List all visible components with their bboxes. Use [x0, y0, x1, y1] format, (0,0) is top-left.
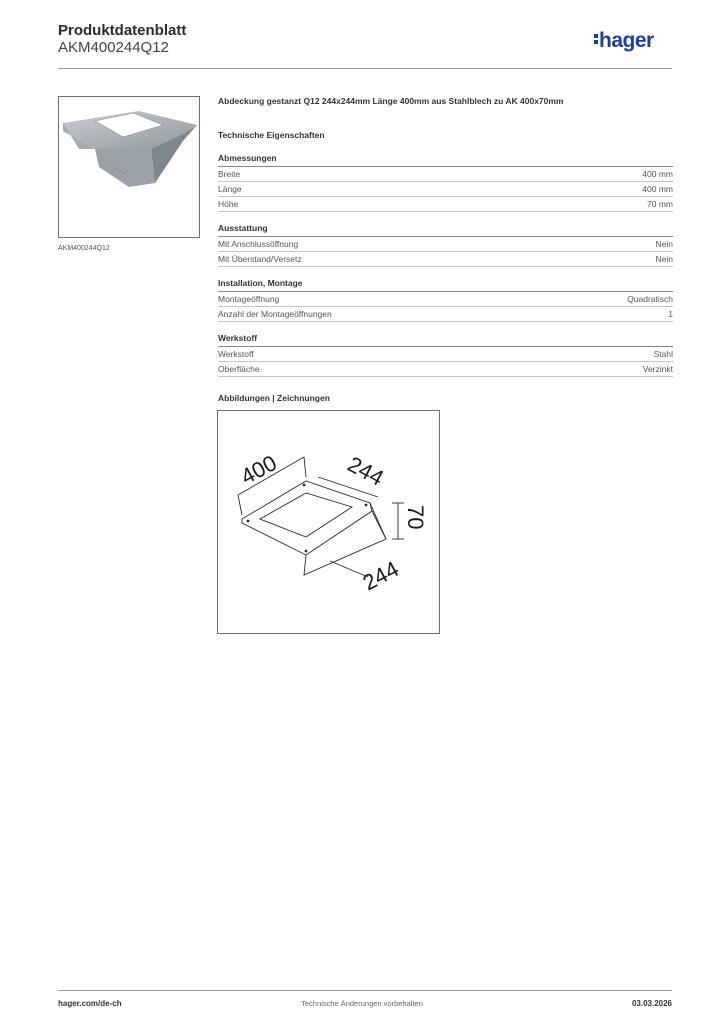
row-label: Länge: [218, 184, 242, 194]
product-photo-icon: [59, 97, 199, 237]
table-row: [218, 252, 673, 267]
technical-properties-heading: Technische Eigenschaften: [218, 130, 325, 140]
illustrations-heading: Abbildungen | Zeichnungen: [218, 393, 330, 403]
table-row: [218, 182, 673, 197]
row-label: Anzahl der Montageöffnungen: [218, 309, 332, 319]
row-label: Höhe: [218, 199, 239, 209]
dim-opening-width-label: 244: [343, 451, 388, 491]
dim-opening-depth-label: 244: [358, 556, 403, 596]
dim-length-label: 400: [236, 450, 281, 490]
table-row: [218, 307, 673, 322]
footer-notice: Technische Änderungen vorbehalten: [301, 999, 423, 1008]
row-label: Werkstoff: [218, 349, 254, 359]
header-divider: [58, 68, 672, 69]
row-value: Nein: [655, 239, 673, 249]
section-werkstoff: [218, 333, 673, 377]
row-value: Quadratisch: [627, 294, 673, 304]
table-row: [218, 347, 673, 362]
section-ausstattung: [218, 223, 673, 267]
section-title: Abmessungen: [218, 153, 673, 167]
page-title: Produktdatenblatt: [58, 22, 187, 39]
section-title: Werkstoff: [218, 333, 673, 347]
drawing-frame: [217, 410, 440, 634]
section-abmessungen: [218, 153, 673, 212]
dimension-drawing-icon: [218, 411, 439, 633]
footer-divider: [58, 990, 672, 991]
row-value: Verzinkt: [642, 364, 673, 374]
product-image-caption: AKM400244Q12: [58, 245, 110, 252]
hager-logo: [594, 29, 654, 53]
product-image-frame: [58, 96, 200, 238]
table-row: [218, 362, 673, 377]
table-row: [218, 197, 673, 212]
row-value: 400 mm: [642, 184, 673, 194]
product-description: Abdeckung gestanzt Q12 244x244mm Länge 400mm aus Stahlblech zu AK 400x70mm: [218, 96, 564, 106]
table-row: [218, 167, 673, 182]
table-row: [218, 237, 673, 252]
row-label: Oberfläche: [218, 364, 260, 374]
dim-height-label: 70: [403, 505, 428, 530]
row-value: 70 mm: [647, 199, 673, 209]
footer-date: 03.03.2026: [631, 999, 672, 1008]
row-label: Montageöffnung: [218, 294, 280, 304]
row-value: Stahl: [653, 349, 673, 359]
row-label: Breite: [218, 169, 241, 179]
table-row: [218, 292, 673, 307]
logo-dots-icon: [594, 32, 598, 46]
logo-text: hager: [599, 29, 654, 52]
row-value: 400 mm: [642, 169, 673, 179]
main-content: [218, 96, 673, 403]
row-value: 1: [668, 309, 673, 319]
footer-website-link[interactable]: hager.com/de-ch: [58, 999, 122, 1008]
row-label: Mit Überstand/Versetz: [218, 254, 302, 264]
row-label: Mit Anschlussöffnung: [218, 239, 299, 249]
article-number: AKM400244Q12: [58, 39, 169, 56]
section-title: Ausstattung: [218, 223, 673, 237]
section-installation: [218, 278, 673, 322]
section-title: Installation, Montage: [218, 278, 673, 292]
row-value: Nein: [655, 254, 673, 264]
